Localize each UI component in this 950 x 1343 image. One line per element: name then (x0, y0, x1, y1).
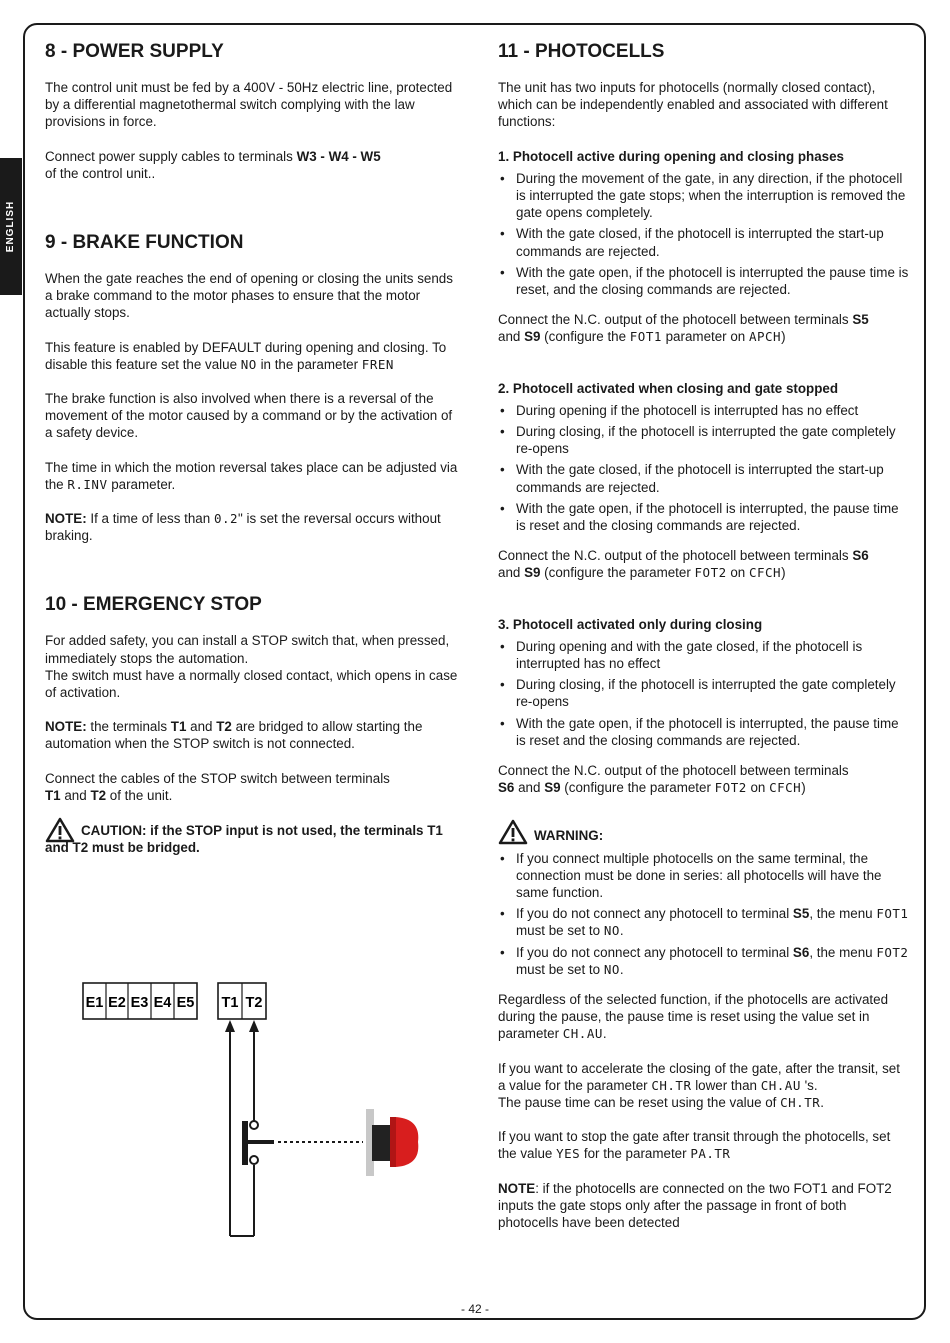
caution-text: CAUTION: if the STOP input is not used, the terminals T1 and T2 must be bridged. (45, 823, 443, 856)
terminal-e4: E4 (153, 995, 172, 1011)
list-item: • With the gate open, if the photocell is interrupted the pause time is reset, and the closing commands are rejected. (498, 264, 910, 298)
s10-paragraph-1: For added safety, you can install a STOP switch that, when pressed, immediately stops the automation. (45, 633, 450, 666)
s10-note: NOTE: the terminals T1 and T2 are bridged to allow starting the automation when the STOP switch is not connected. (45, 719, 423, 752)
s11-intro: The unit has two inputs for photocells (normally closed contact), which can be independently enabled and associated with different functions: (498, 80, 888, 130)
list-item: • During closing, if the photocell is interrupted the gate completely re-opens (498, 423, 910, 457)
terminal-e1: E1 (85, 995, 104, 1011)
s9-note: NOTE: If a time of less than 0.2" is set the reversal occurs without braking. (45, 511, 441, 544)
warning-icon (45, 817, 75, 843)
list-item: • With the gate open, if the photocell is interrupted, the pause time is reset and the closing commands are rejected. (498, 500, 910, 534)
s11-accelerate-paragraph: If you want to accelerate the closing of the gate, after the transit, set a value for the parameter CH.TR lower than CH.AU 's. The pause time can be reset using the value of CH.TR. (498, 1060, 900, 1110)
list-item: • During the movement of the gate, in any direction, if the photocell is interrupted the gate stops; when the interruption is removed the gate opens completely. (498, 170, 910, 222)
list-item: • During opening and with the gate closed, if the photocell is interrupted has no effect (498, 638, 910, 672)
s9-paragraph-4: The time in which the motion reversal takes place can be adjusted via the R.INV parameter. (45, 459, 458, 492)
s9-paragraph-3: The brake function is also involved when there is a reversal of the movement of the motor caused by a command or by the activation of a safety device. (45, 391, 453, 441)
terminal-t1: T1 (221, 995, 239, 1011)
page-number: - 42 - (460, 1302, 489, 1316)
s11-connect-1: Connect the N.C. output of the photocell between terminals S5 and S9 (configure the FOT1 parameter on APCH) (498, 312, 869, 345)
s11-subtitle-1: 1. Photocell active during opening and closing phases (498, 148, 844, 164)
s11-pause-paragraph: Regardless of the selected function, if the photocells are activated during the pause, the pause time is reset using the value set in parameter CH.AU. (498, 991, 889, 1042)
right-column (498, 40, 910, 1231)
list-item: • During closing, if the photocell is interrupted the gate completely re-opens (498, 676, 910, 710)
section-11-title: 11 - PHOTOCELLS (498, 41, 665, 62)
list-item: • With the gate closed, if the photocell is interrupted the start-up commands are rejected. (498, 461, 910, 495)
list-item: • If you connect multiple photocells on the same terminal, the connection must be done in series: all photocells will have the same function. (498, 850, 910, 902)
terminal-e3: E3 (130, 995, 149, 1011)
section-9-title: 9 - BRAKE FUNCTION (45, 232, 244, 254)
s11-note: NOTE: if the photocells are connected on the two FOT1 and FOT2 inputs the gate stops only after the passage in front of both photocells have been detected (498, 1180, 892, 1230)
section-10-title: 10 - EMERGENCY STOP (45, 594, 262, 616)
terminal-e5: E5 (176, 995, 195, 1011)
left-column (45, 40, 460, 856)
wiring-diagram-svg (78, 980, 438, 1260)
s11-subtitle-3: 3. Photocell activated only during closing (498, 616, 763, 632)
terminal-t2: T2 (245, 995, 263, 1011)
list-item: • With the gate closed, if the photocell is interrupted the start-up commands are rejected. (498, 225, 910, 259)
s11-list-3 (498, 638, 910, 749)
terminal-e2: E2 (108, 995, 126, 1011)
section-8-title: 8 - POWER SUPPLY (45, 41, 224, 62)
s10-paragraph-2: The switch must have a normally closed contact, which opens in case of activation. (45, 667, 458, 701)
s10-caution (45, 822, 460, 856)
emergency-stop-button-icon (366, 1109, 418, 1176)
s9-paragraph-2: This feature is enabled by DEFAULT during opening and closing. To disable this feature set the value NO in the parameter FREN (45, 339, 447, 372)
list-item: • With the gate open, if the photocell is interrupted, the pause time is reset and the closing commands are rejected. (498, 715, 910, 749)
s11-subtitle-2: 2. Photocell activated when closing and gate stopped (498, 380, 839, 396)
s11-connect-2: Connect the N.C. output of the photocell between terminals S6 and S9 (configure the parameter FOT2 on CFCH) (498, 548, 869, 581)
list-item: • If you do not connect any photocell to terminal S6, the menu FOT2 must be set to NO. (498, 944, 910, 978)
s8-paragraph-1: The control unit must be fed by a 400V - 50Hz electric line, protected by a differential magnetothermal switch complying with the law provisions in force. (45, 80, 453, 130)
s11-connect-3: Connect the N.C. output of the photocell between terminals S6 and S9 (configure the parameter FOT2 on CFCH) (498, 763, 849, 796)
warning-icon (498, 819, 528, 845)
list-item: • During opening if the photocell is interrupted has no effect (498, 402, 910, 419)
language-label: ENGLISH (5, 200, 17, 253)
warning-label: WARNING: (534, 828, 604, 844)
stop-switch-diagram (78, 980, 438, 1265)
s11-list-1 (498, 170, 910, 298)
list-item: • If you do not connect any photocell to terminal S5, the menu FOT1 must be set to NO. (498, 905, 910, 939)
s11-stop-paragraph: If you want to stop the gate after transit through the photocells, set the value YES for the parameter PA.TR (498, 1129, 891, 1162)
s11-warning-heading (498, 819, 910, 845)
s8-paragraph-2: Connect power supply cables to terminals W3 - W4 - W5 of the control unit.. (45, 148, 381, 181)
s11-list-2 (498, 402, 910, 534)
s9-paragraph-1: When the gate reaches the end of opening or closing the units sends a brake command to the motor phases to ensure that the motor actually stops. (45, 271, 453, 321)
language-tab (0, 158, 22, 295)
s11-warning-list (498, 850, 910, 978)
s10-paragraph-3: Connect the cables of the STOP switch between terminals T1 and T2 of the unit. (45, 770, 390, 803)
